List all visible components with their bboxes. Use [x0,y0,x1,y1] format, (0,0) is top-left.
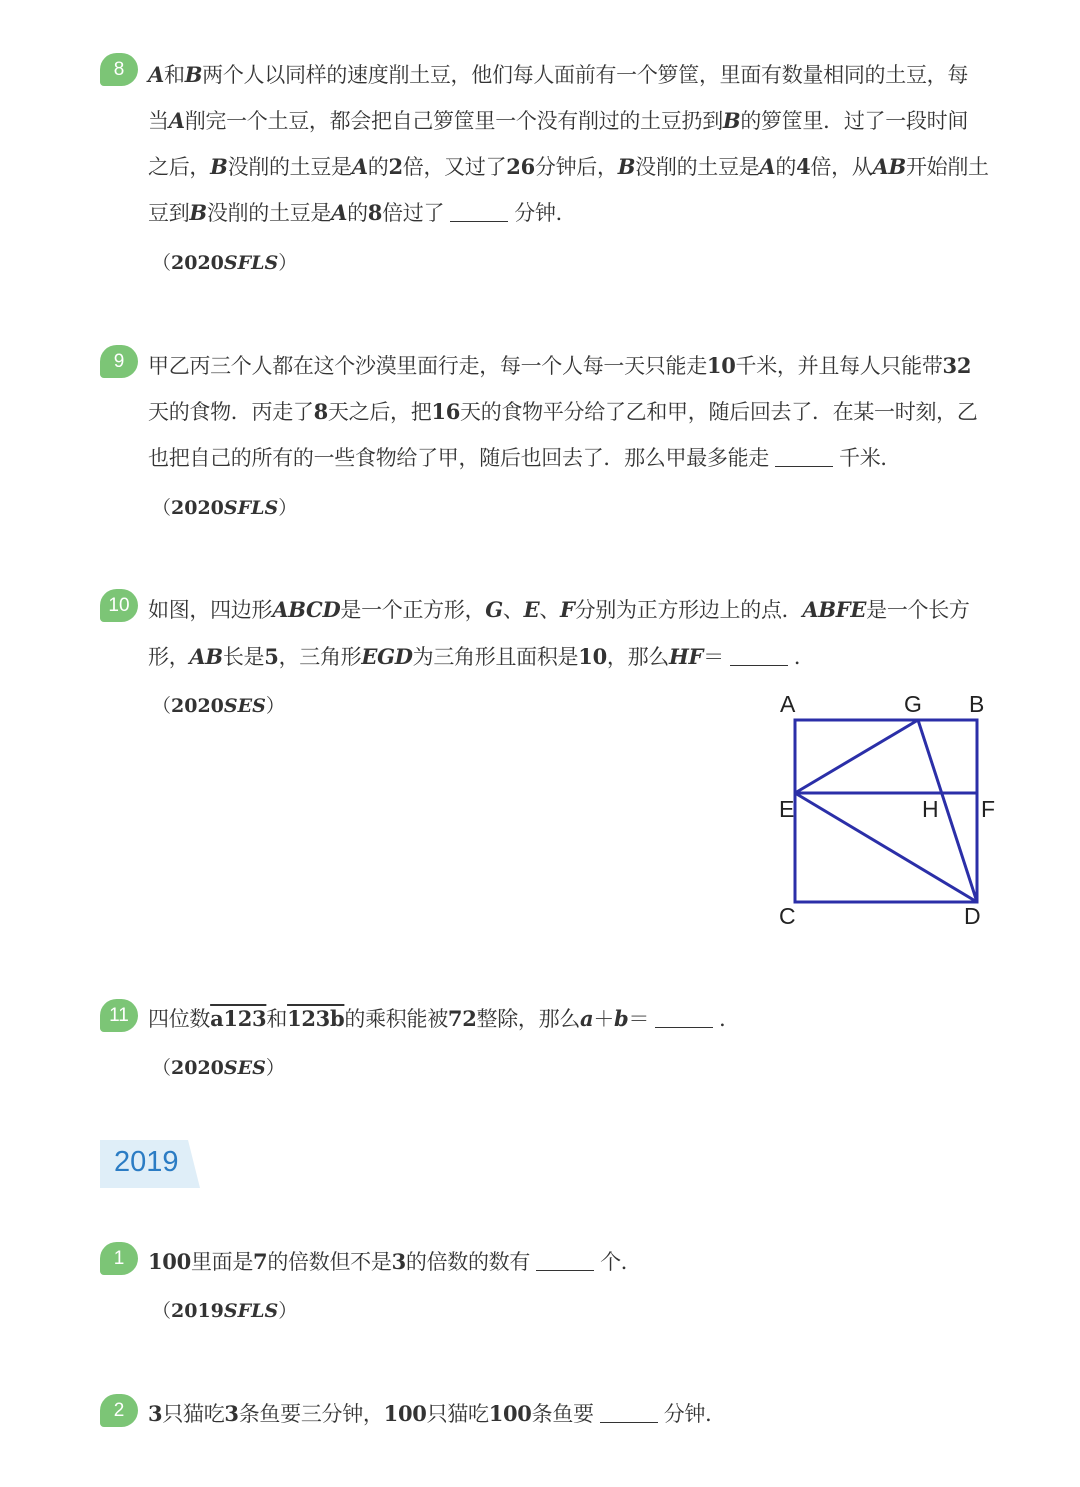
question-text-line: A和B两个人以同样的速度削土豆，他们每人面前有一个箩筐，里面有数量相同的土豆，每 [148,62,969,87]
square-geometry-figure [770,690,1010,940]
question-number-badge: 8 [100,53,138,86]
question-text-line: 豆到B没削的土豆是A的8倍过了 分钟． [148,200,577,225]
question-source: （2020SFLS） [152,252,298,274]
label-g: G [904,691,922,717]
question-number-badge: 1 [100,1242,138,1275]
label-h: H [922,796,939,822]
label-b: B [969,691,985,717]
question-number-badge: 2 [100,1394,138,1427]
question-source: （2020SES） [152,1057,285,1079]
question-source: （2020SFLS） [152,497,298,519]
answer-blank[interactable] [536,1250,594,1271]
label-a: A [780,691,796,717]
question-text-line: 四位数a123和123b的乘积能被72整除，那么a＋b＝ ． [148,1006,740,1031]
question-text-line: 也把自己的所有的一些食物给了甲，随后也回去了．那么甲最多能走 千米． [148,446,902,470]
question-number-badge: 11 [100,999,138,1032]
question-number-badge: 10 [100,589,138,622]
question-text-line: 之后，B没削的土豆是A的2倍，又过了26分钟后，B没削的土豆是A的4倍，从AB开始削土 [148,154,989,179]
question-text-line: 甲乙丙三个人都在这个沙漠里面行走，每一个人每一天只能走10千米，并且每人只能带32 [148,353,972,378]
label-f: F [981,796,996,822]
segment-ed [795,793,977,902]
year-section-title: 2019 [114,1146,179,1178]
question-source: （2020SES） [152,695,285,717]
answer-blank[interactable] [450,201,508,222]
question-text-line: 如图，四边形ABCD是一个正方形，G、E、F分别为正方形边上的点．ABFE是一个长方 [148,597,970,622]
question-text-line: 3只猫吃3条鱼要三分钟，100只猫吃100条鱼要 分钟． [148,1401,726,1426]
segment-eg [795,720,918,793]
question-text-line: 当A削完一个土豆，都会把自己箩筐里一个没有削过的土豆扔到B的箩筐里．过了一段时间 [148,108,969,133]
answer-blank[interactable] [775,446,833,467]
label-c: C [779,903,796,929]
question-source: （2019SFLS） [152,1300,298,1322]
label-e: E [779,796,795,822]
question-text-line: 形，AB长是5，三角形EGD为三角形且面积是10，那么HF＝ ． [148,644,815,669]
question-number-badge: 9 [100,345,138,378]
answer-blank[interactable] [730,645,788,666]
answer-blank[interactable] [655,1007,713,1028]
answer-blank[interactable] [600,1402,658,1423]
label-d: D [964,903,981,929]
figure-lines [795,720,977,902]
question-text-line: 100里面是7的倍数但不是3的倍数的数有 个． [148,1249,642,1274]
question-text-line: 天的食物．丙走了8天之后，把16天的食物平分给了乙和甲，随后回去了．在某一时刻，乙 [148,399,978,424]
